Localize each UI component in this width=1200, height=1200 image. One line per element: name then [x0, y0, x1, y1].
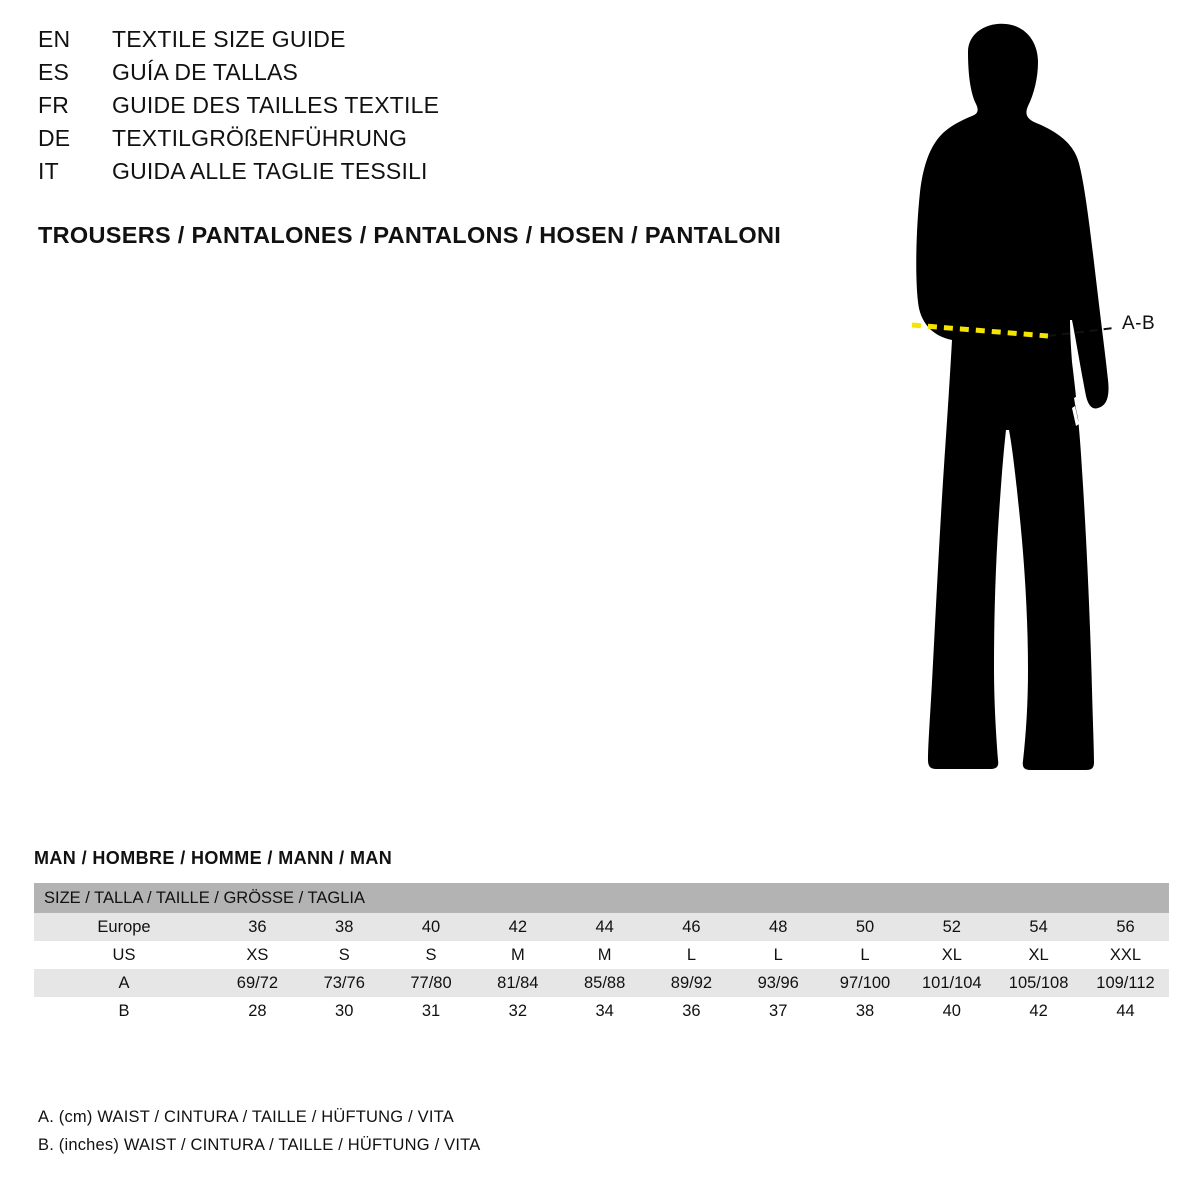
figure-illustration	[820, 14, 1190, 804]
cell: 73/76	[301, 969, 388, 997]
cell: 97/100	[822, 969, 909, 997]
cell: 37	[735, 997, 822, 1025]
cell: 69/72	[214, 969, 301, 997]
measure-label-ab: A-B	[1122, 313, 1156, 334]
gender-title: MAN / HOMBRE / HOMME / MANN / MAN	[34, 848, 393, 868]
cell: 56	[1082, 913, 1169, 941]
table-row	[34, 997, 1169, 1025]
cell: 105/108	[995, 969, 1082, 997]
cell: 34	[561, 997, 648, 1025]
cell: XL	[995, 941, 1082, 969]
language-code: ES	[38, 59, 70, 85]
cell: XL	[908, 941, 995, 969]
cell: 46	[648, 913, 735, 941]
cell: 77/80	[388, 969, 475, 997]
row-label-a: A	[34, 969, 214, 997]
cell: 42	[474, 913, 561, 941]
row-label-us: US	[34, 941, 214, 969]
cell: 52	[908, 913, 995, 941]
language-text: GUIDE DES TAILLES TEXTILE	[112, 92, 440, 118]
cell: L	[648, 941, 735, 969]
cell: 109/112	[1082, 969, 1169, 997]
cell: 81/84	[474, 969, 561, 997]
language-text: GUÍA DE TALLAS	[112, 59, 299, 85]
language-text: GUIDA ALLE TAGLIE TESSILI	[112, 158, 428, 184]
language-code: IT	[38, 158, 59, 184]
garment-type-title: TROUSERS / PANTALONES / PANTALONS / HOSEN / PANTALONI	[38, 222, 782, 248]
cell: 30	[301, 997, 388, 1025]
cell: 38	[822, 997, 909, 1025]
cell: 85/88	[561, 969, 648, 997]
size-table-block	[34, 848, 1169, 1025]
cell: L	[822, 941, 909, 969]
table-row	[34, 913, 1169, 941]
cell: 93/96	[735, 969, 822, 997]
cell: 40	[908, 997, 995, 1025]
cell: M	[561, 941, 648, 969]
language-list	[38, 26, 798, 191]
cell: 44	[561, 913, 648, 941]
footnotes	[38, 1108, 480, 1164]
footnote-b: B. (inches) WAIST / CINTURA / TAILLE / HÜFTUNG / VITA	[38, 1136, 481, 1154]
cell: 36	[648, 997, 735, 1025]
cell: 42	[995, 997, 1082, 1025]
size-table	[34, 883, 1169, 1025]
language-row	[38, 59, 798, 92]
language-text: TEXTILE SIZE GUIDE	[112, 26, 346, 52]
row-label-europe: Europe	[34, 913, 214, 941]
language-code: FR	[38, 92, 70, 118]
cell: 31	[388, 997, 475, 1025]
row-label-b: B	[34, 997, 214, 1025]
language-row	[38, 125, 798, 158]
cell: 28	[214, 997, 301, 1025]
language-row	[38, 26, 798, 59]
cell: 44	[1082, 997, 1169, 1025]
table-row	[34, 941, 1169, 969]
table-header-label: SIZE / TALLA / TAILLE / GRÖSSE / TAGLIA	[34, 883, 1169, 913]
cell: 101/104	[908, 969, 995, 997]
cell: 50	[822, 913, 909, 941]
language-code: EN	[38, 26, 71, 52]
footnote-a: A. (cm) WAIST / CINTURA / TAILLE / HÜFTUNG / VITA	[38, 1108, 454, 1126]
language-code: DE	[38, 125, 71, 151]
cell: 38	[301, 913, 388, 941]
table-header-row	[34, 883, 1169, 913]
cell: 48	[735, 913, 822, 941]
language-row	[38, 158, 798, 191]
cell: XXL	[1082, 941, 1169, 969]
cell: 54	[995, 913, 1082, 941]
cell: 32	[474, 997, 561, 1025]
cell: S	[301, 941, 388, 969]
cell: L	[735, 941, 822, 969]
cell: 40	[388, 913, 475, 941]
language-row	[38, 92, 798, 125]
cell: 36	[214, 913, 301, 941]
cell: 89/92	[648, 969, 735, 997]
cell: S	[388, 941, 475, 969]
language-text: TEXTILGRÖßENFÜHRUNG	[112, 125, 408, 151]
cell: XS	[214, 941, 301, 969]
cell: M	[474, 941, 561, 969]
table-row	[34, 969, 1169, 997]
